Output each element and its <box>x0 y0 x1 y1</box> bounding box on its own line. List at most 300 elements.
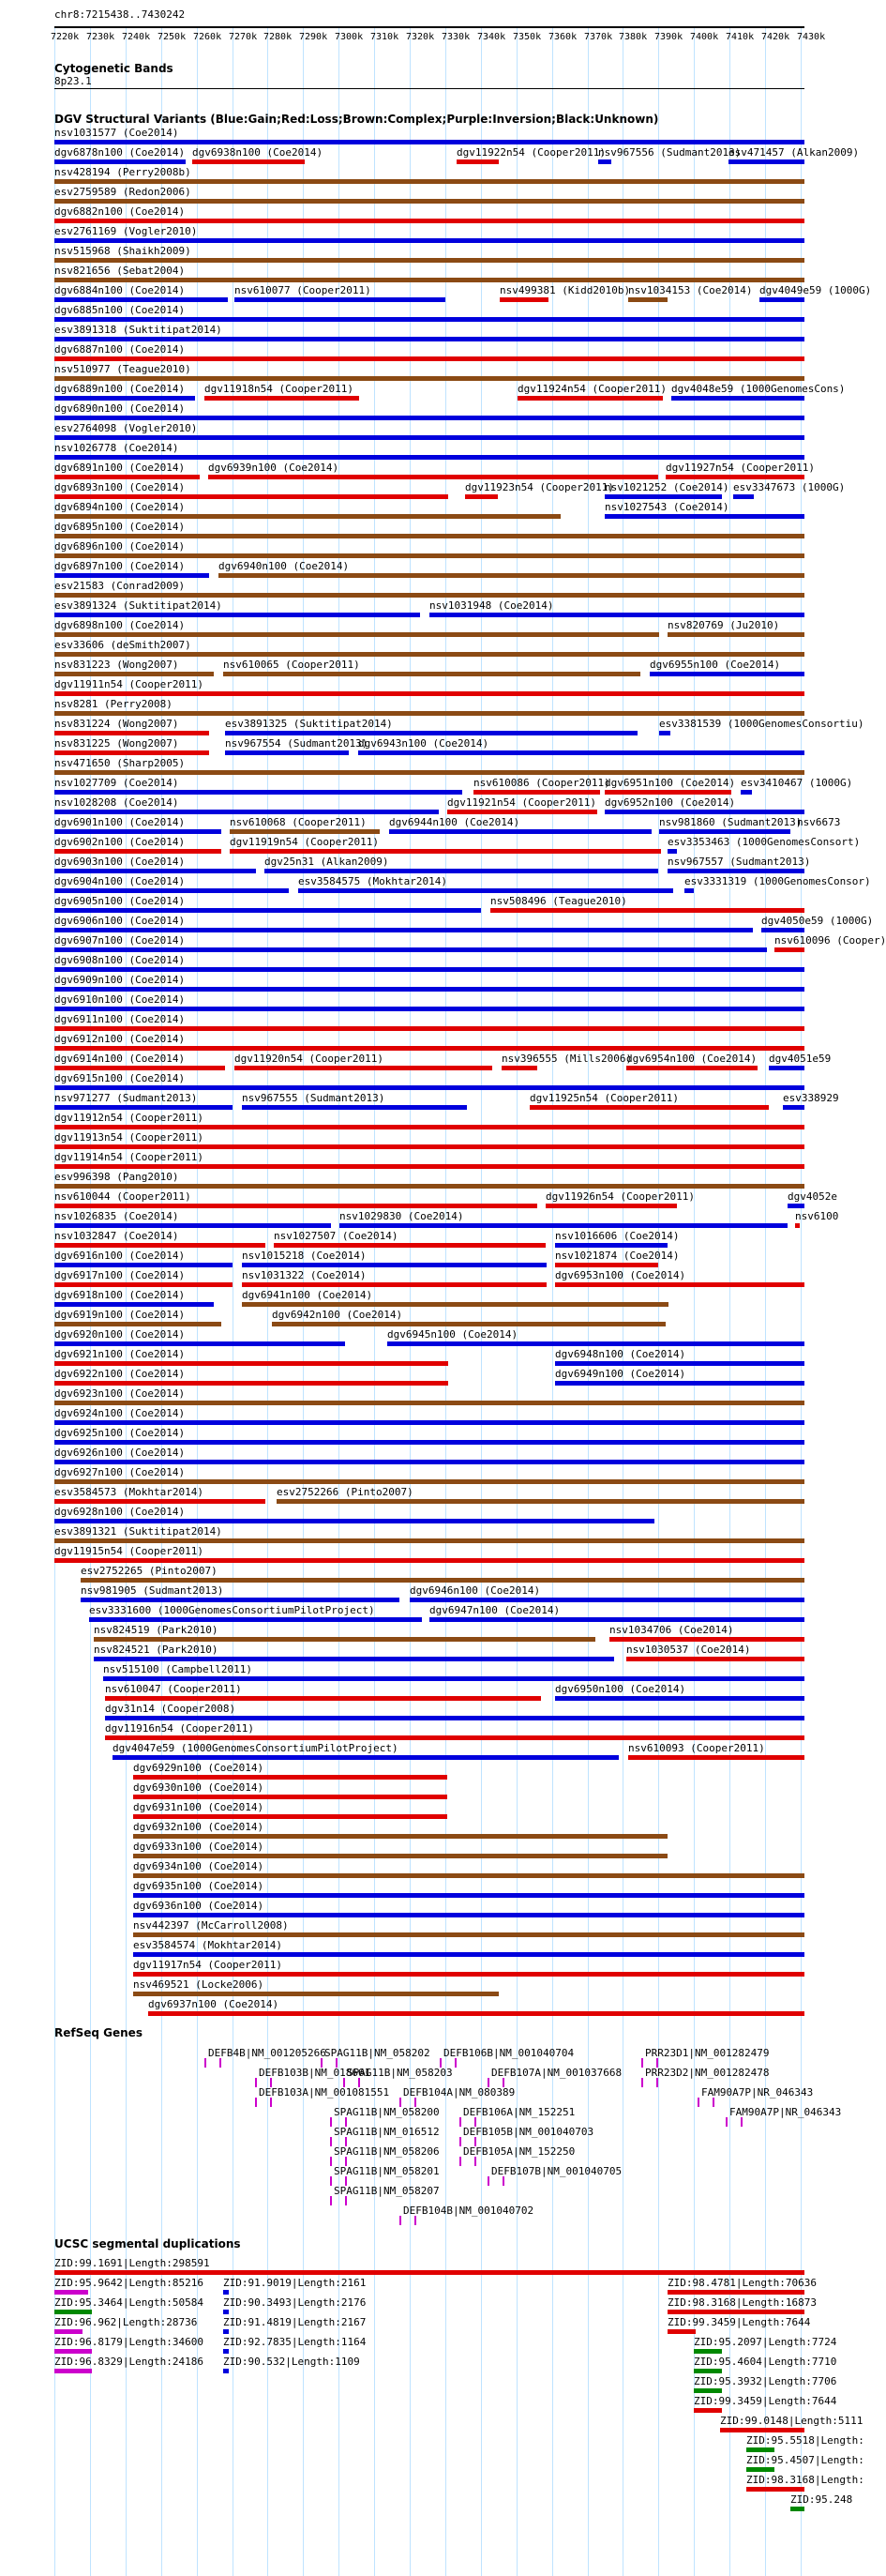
gene-label: SPAG11B|NM_058203 <box>347 2067 453 2079</box>
variant-bar[interactable] <box>54 829 221 834</box>
segdup-bar[interactable] <box>746 2467 774 2472</box>
variant-bar[interactable] <box>242 1263 547 1267</box>
variant-bar[interactable] <box>54 613 420 617</box>
variant-label: dgv6901n100 (Coe2014) <box>54 816 186 828</box>
variant-bar[interactable] <box>54 593 804 598</box>
segdup-label: ZID:96.962|Length:28736 <box>54 2316 198 2328</box>
variant-bar[interactable] <box>733 494 754 499</box>
variant-bar[interactable] <box>54 869 256 873</box>
variant-bar[interactable] <box>230 829 380 834</box>
variant-bar[interactable] <box>54 947 767 952</box>
variant-bar[interactable] <box>54 317 804 322</box>
variant-bar[interactable] <box>230 849 661 854</box>
variant-bar[interactable] <box>54 1361 448 1366</box>
variant-bar[interactable] <box>54 1499 265 1504</box>
variant-bar[interactable] <box>465 494 498 499</box>
variant-bar[interactable] <box>628 297 668 302</box>
segdup-bar[interactable] <box>746 2487 804 2492</box>
variant-label: dgv6951n100 (Coe2014) <box>605 777 736 789</box>
grid-line <box>801 28 802 2576</box>
variant-bar[interactable] <box>54 770 804 775</box>
variant-label: nsv8281 (Perry2008) <box>54 698 173 710</box>
variant-bar[interactable] <box>389 829 652 834</box>
variant-label: dgv6953n100 (Coe2014) <box>555 1269 686 1281</box>
variant-label: dgv6908n100 (Coe2014) <box>54 954 186 966</box>
variant-bar[interactable] <box>429 613 804 617</box>
variant-bar[interactable] <box>54 672 214 676</box>
variant-label: nsv1021874 (Coe2014) <box>555 1250 680 1262</box>
variant-bar[interactable] <box>133 1795 447 1799</box>
variant-label: nsv610044 (Cooper2011) <box>54 1190 191 1203</box>
variant-label: dgv6946n100 (Coe2014) <box>410 1584 541 1597</box>
segdup-bar[interactable] <box>223 2329 229 2334</box>
variant-label: dgv31n14 (Cooper2008) <box>105 1703 236 1715</box>
variant-label: nsv1026835 (Coe2014) <box>54 1210 179 1222</box>
variant-label: dgv6882n100 (Coe2014) <box>54 205 186 218</box>
variant-bar[interactable] <box>54 199 804 204</box>
gene-feature[interactable] <box>399 2216 416 2225</box>
variant-label: dgv6929n100 (Coe2014) <box>133 1762 264 1774</box>
variant-bar[interactable] <box>54 1538 804 1543</box>
variant-bar[interactable] <box>133 1932 804 1937</box>
ruler-tick-label: 7220k <box>51 32 80 42</box>
variant-label: nsv1021252 (Coe2014) <box>605 481 729 493</box>
variant-bar[interactable] <box>54 908 481 913</box>
variant-label: esv3331319 (1000GenomesConsor) <box>684 875 871 887</box>
variant-label: nsv967557 (Sudmant2013) <box>668 856 811 868</box>
variant-bar[interactable] <box>242 1105 467 1110</box>
variant-bar[interactable] <box>54 1440 804 1445</box>
variant-label: dgv6878n100 (Coe2014) <box>54 146 186 159</box>
variant-label: dgv11918n54 (Cooper2011) <box>204 383 353 395</box>
variant-bar[interactable] <box>783 1105 804 1110</box>
variant-bar[interactable] <box>659 731 670 735</box>
variant-bar[interactable] <box>204 396 359 401</box>
variant-label: dgv6919n100 (Coe2014) <box>54 1309 186 1321</box>
variant-bar[interactable] <box>274 1243 546 1248</box>
variant-bar[interactable] <box>54 750 209 755</box>
variant-label: dgv11913n54 (Cooper2011) <box>54 1131 203 1144</box>
variant-bar[interactable] <box>54 810 439 814</box>
variant-bar[interactable] <box>94 1637 595 1642</box>
variant-bar[interactable] <box>133 1775 447 1780</box>
variant-bar[interactable] <box>546 1204 677 1208</box>
segdup-label: ZID:95.9642|Length:85216 <box>54 2277 203 2289</box>
variant-bar[interactable] <box>54 928 753 932</box>
gene-label: SPAG11B|NM_058200 <box>334 2106 440 2118</box>
gene-label: DEFB105B|NM_001040703 <box>463 2126 594 2138</box>
variant-bar[interactable] <box>473 790 600 795</box>
variant-bar[interactable] <box>54 219 804 223</box>
variant-bar[interactable] <box>54 1479 804 1484</box>
variant-bar[interactable] <box>54 159 186 164</box>
variant-bar[interactable] <box>264 869 658 873</box>
variant-label: dgv6948n100 (Coe2014) <box>555 1348 686 1360</box>
ruler-tick-label: 7280k <box>263 32 293 42</box>
variant-label: dgv6917n100 (Coe2014) <box>54 1269 186 1281</box>
ruler-tick-label: 7310k <box>370 32 399 42</box>
variant-bar[interactable] <box>133 1972 804 1977</box>
segdup-bar[interactable] <box>54 2329 83 2334</box>
variant-bar[interactable] <box>788 1204 804 1208</box>
variant-bar[interactable] <box>54 1302 214 1307</box>
segdup-bar[interactable] <box>223 2290 229 2295</box>
variant-bar[interactable] <box>728 159 804 164</box>
variant-label: dgv11916n54 (Cooper2011) <box>105 1722 254 1735</box>
variant-bar[interactable] <box>133 1893 804 1898</box>
variant-bar[interactable] <box>54 455 804 460</box>
variant-bar[interactable] <box>741 790 752 795</box>
variant-bar[interactable] <box>81 1598 399 1602</box>
variant-bar[interactable] <box>759 297 804 302</box>
variant-bar[interactable] <box>54 1460 804 1464</box>
variant-bar[interactable] <box>54 376 804 381</box>
variant-bar[interactable] <box>54 573 209 578</box>
variant-bar[interactable] <box>457 159 499 164</box>
variant-bar[interactable] <box>605 494 722 499</box>
cytoband-divider <box>54 88 804 89</box>
variant-label: nsv610065 (Cooper2011) <box>223 659 360 671</box>
gene-label: DEFB104A|NM_080389 <box>403 2086 516 2099</box>
variant-label: dgv4052e <box>788 1190 837 1203</box>
variant-bar[interactable] <box>54 356 804 361</box>
variant-bar[interactable] <box>54 691 804 696</box>
variant-bar[interactable] <box>81 1578 804 1583</box>
variant-bar[interactable] <box>133 1992 499 1996</box>
variant-label: dgv6895n100 (Coe2014) <box>54 521 186 533</box>
variant-bar[interactable] <box>54 553 804 558</box>
segdup-label: ZID:99.3459|Length:7644 <box>668 2316 811 2328</box>
ruler-tick-label: 7390k <box>654 32 683 42</box>
variant-label: nsv967555 (Sudmant2013) <box>242 1092 385 1104</box>
segdup-bar[interactable] <box>668 2329 696 2334</box>
variant-label: dgv6937n100 (Coe2014) <box>148 1998 279 2010</box>
variant-label: nsv1031322 (Coe2014) <box>242 1269 367 1281</box>
segdup-bar[interactable] <box>694 2388 722 2393</box>
segdup-bar[interactable] <box>790 2507 804 2511</box>
variant-bar[interactable] <box>54 278 804 282</box>
segdup-bar[interactable] <box>720 2428 804 2432</box>
variant-label: dgv6905n100 (Coe2014) <box>54 895 186 907</box>
ruler-axis <box>54 26 804 28</box>
variant-bar[interactable] <box>94 1657 614 1661</box>
variant-label: nsv610047 (Cooper2011) <box>105 1683 242 1695</box>
gene-label: PRR23D2|NM_001282478 <box>645 2067 770 2079</box>
variant-bar[interactable] <box>555 1381 804 1386</box>
variant-bar[interactable] <box>358 750 804 755</box>
variant-bar[interactable] <box>761 928 804 932</box>
variant-label: nsv515968 (Shaikh2009) <box>54 245 191 257</box>
variant-bar[interactable] <box>555 1696 804 1701</box>
variant-bar[interactable] <box>628 1755 804 1760</box>
variant-label: dgv6945n100 (Coe2014) <box>387 1328 518 1341</box>
variant-bar[interactable] <box>133 1814 447 1819</box>
ruler-tick-label: 7370k <box>584 32 613 42</box>
ruler-tick-label: 7270k <box>229 32 258 42</box>
gene-feature[interactable] <box>726 2117 743 2127</box>
variant-bar[interactable] <box>148 2011 804 2016</box>
segdup-bar[interactable] <box>746 2447 774 2452</box>
variant-bar[interactable] <box>54 1322 221 1326</box>
variant-bar[interactable] <box>192 159 305 164</box>
variant-bar[interactable] <box>54 1282 233 1287</box>
variant-bar[interactable] <box>54 790 462 795</box>
variant-label: nsv831223 (Wong2007) <box>54 659 179 671</box>
gene-feature[interactable] <box>641 2078 658 2087</box>
variant-bar[interactable] <box>666 475 804 479</box>
variant-bar[interactable] <box>54 731 209 735</box>
variant-bar[interactable] <box>133 1913 804 1917</box>
variant-bar[interactable] <box>133 1952 804 1957</box>
variant-label: nsv1031948 (Coe2014) <box>429 599 554 612</box>
segdup-bar[interactable] <box>668 2310 804 2314</box>
variant-bar[interactable] <box>54 652 804 657</box>
variant-label: dgv6915n100 (Coe2014) <box>54 1072 186 1084</box>
variant-label: dgv11927n54 (Cooper2011) <box>666 462 815 474</box>
segdup-label: ZID:95.3464|Length:50584 <box>54 2296 203 2309</box>
variant-bar[interactable] <box>54 632 659 637</box>
variant-bar[interactable] <box>387 1341 804 1346</box>
variant-bar[interactable] <box>626 1066 758 1070</box>
variant-label: dgv4050e59 (1000G) <box>761 915 874 927</box>
variant-bar[interactable] <box>54 435 804 440</box>
variant-label: dgv6884n100 (Coe2014) <box>54 284 186 296</box>
variant-label: esv3891318 (Suktitipat2014) <box>54 324 222 336</box>
variant-bar[interactable] <box>54 1007 804 1011</box>
region-coordinates: chr8:7215438..7430242 <box>54 8 186 21</box>
segdup-bar[interactable] <box>694 2408 722 2413</box>
variant-bar[interactable] <box>223 672 640 676</box>
variant-bar[interactable] <box>555 1282 804 1287</box>
variant-label: dgv6934n100 (Coe2014) <box>133 1860 264 1872</box>
variant-label: nsv821656 (Sebat2004) <box>54 265 186 277</box>
ruler-tick-label: 7350k <box>513 32 542 42</box>
variant-label: esv471457 (Alkan2009) <box>728 146 860 159</box>
variant-label: dgv6932n100 (Coe2014) <box>133 1821 264 1833</box>
ruler-tick-label: 7260k <box>193 32 222 42</box>
variant-label: dgv6903n100 (Coe2014) <box>54 856 186 868</box>
variant-bar[interactable] <box>272 1322 666 1326</box>
variant-bar[interactable] <box>225 731 638 735</box>
variant-bar[interactable] <box>555 1243 668 1248</box>
variant-label: dgv25n31 (Alkan2009) <box>264 856 389 868</box>
variant-bar[interactable] <box>54 258 804 263</box>
variant-bar[interactable] <box>769 1066 804 1070</box>
variant-bar[interactable] <box>54 987 804 992</box>
ruler-tick-label: 7400k <box>690 32 719 42</box>
variant-bar[interactable] <box>54 1144 804 1149</box>
variant-bar[interactable] <box>500 297 548 302</box>
variant-bar[interactable] <box>234 297 445 302</box>
variant-label: nsv1015218 (Coe2014) <box>242 1250 367 1262</box>
variant-bar[interactable] <box>54 475 200 479</box>
variant-bar[interactable] <box>518 396 663 401</box>
segdup-bar[interactable] <box>54 2310 92 2314</box>
cytoband-title: Cytogenetic Bands <box>54 62 173 75</box>
variant-bar[interactable] <box>54 140 804 144</box>
variant-bar[interactable] <box>54 888 289 893</box>
variant-bar[interactable] <box>54 1420 804 1425</box>
segdup-label: ZID:95.248 <box>790 2493 853 2506</box>
variant-bar[interactable] <box>89 1617 422 1622</box>
variant-bar[interactable] <box>218 573 804 578</box>
variant-bar[interactable] <box>54 416 804 420</box>
variant-bar[interactable] <box>605 790 731 795</box>
variant-label: esv2759589 (Redon2006) <box>54 186 191 198</box>
variant-bar[interactable] <box>54 1066 225 1070</box>
variant-bar[interactable] <box>54 1401 804 1405</box>
gene-feature[interactable] <box>488 2176 504 2186</box>
variant-bar[interactable] <box>447 810 597 814</box>
variant-bar[interactable] <box>555 1361 804 1366</box>
variant-bar[interactable] <box>54 1263 233 1267</box>
segdup-bar[interactable] <box>694 2349 722 2354</box>
variant-label: dgv6891n100 (Coe2014) <box>54 462 186 474</box>
variant-bar[interactable] <box>54 1125 804 1129</box>
variant-bar[interactable] <box>54 1381 448 1386</box>
variant-label: nsv396555 (Mills2006) <box>502 1053 633 1065</box>
variant-bar[interactable] <box>555 1263 658 1267</box>
gene-feature[interactable] <box>330 2196 347 2205</box>
variant-bar[interactable] <box>609 1637 804 1642</box>
variant-label: esv2752266 (Pinto2007) <box>277 1486 413 1498</box>
segdup-label: ZID:91.9019|Length:2161 <box>223 2277 367 2289</box>
variant-label: dgv6909n100 (Coe2014) <box>54 974 186 986</box>
variant-bar[interactable] <box>490 908 804 913</box>
variant-bar[interactable] <box>242 1282 547 1287</box>
variant-label: esv33606 (deSmith2007) <box>54 639 191 651</box>
variant-bar[interactable] <box>54 1105 233 1110</box>
variant-label: dgv6955n100 (Coe2014) <box>650 659 781 671</box>
variant-bar[interactable] <box>54 1085 804 1090</box>
variant-label: dgv6904n100 (Coe2014) <box>54 875 186 887</box>
variant-label: nsv1029830 (Coe2014) <box>339 1210 464 1222</box>
variant-bar[interactable] <box>659 829 790 834</box>
variant-label: dgv6940n100 (Coe2014) <box>218 560 350 572</box>
ruler-tick-label: 7300k <box>335 32 364 42</box>
variant-bar[interactable] <box>598 159 611 164</box>
variant-bar[interactable] <box>54 534 804 538</box>
variant-label: esv2752265 (Pinto2007) <box>81 1565 218 1577</box>
variant-bar[interactable] <box>54 494 448 499</box>
segdup-bar[interactable] <box>223 2310 229 2314</box>
segdup-label: ZID:99.0148|Length:5111 <box>720 2415 863 2427</box>
variant-bar[interactable] <box>54 238 804 243</box>
segdup-bar[interactable] <box>694 2369 722 2373</box>
variant-bar[interactable] <box>54 1204 537 1208</box>
variant-bar[interactable] <box>650 672 804 676</box>
variant-bar[interactable] <box>54 849 221 854</box>
variant-bar[interactable] <box>684 888 694 893</box>
variant-label: esv3584573 (Mokhtar2014) <box>54 1486 203 1498</box>
variant-label: dgv11926n54 (Cooper2011) <box>546 1190 695 1203</box>
variant-label: dgv6926n100 (Coe2014) <box>54 1447 186 1459</box>
variant-bar[interactable] <box>774 947 804 952</box>
segdup-bar[interactable] <box>668 2290 804 2295</box>
segdup-label: ZID:98.4781|Length:70636 <box>668 2277 817 2289</box>
variant-label: esv3891321 (Suktitipat2014) <box>54 1525 222 1538</box>
variant-bar[interactable] <box>54 1341 345 1346</box>
variant-bar[interactable] <box>105 1696 541 1701</box>
variant-bar[interactable] <box>103 1676 804 1681</box>
grid-line <box>729 28 730 2576</box>
segdup-bar[interactable] <box>223 2369 229 2373</box>
variant-bar[interactable] <box>54 711 804 716</box>
variant-bar[interactable] <box>54 179 804 184</box>
variant-label: dgv6941n100 (Coe2014) <box>242 1289 373 1301</box>
variant-bar[interactable] <box>54 1223 331 1228</box>
variant-bar[interactable] <box>133 1834 668 1839</box>
variant-bar[interactable] <box>54 1184 804 1189</box>
variant-bar[interactable] <box>530 1105 769 1110</box>
variant-bar[interactable] <box>225 750 349 755</box>
variant-bar[interactable] <box>54 967 804 972</box>
variant-label: nsv1027507 (Coe2014) <box>274 1230 398 1242</box>
variant-bar[interactable] <box>668 632 804 637</box>
variant-bar[interactable] <box>54 1558 804 1563</box>
segdup-bar[interactable] <box>54 2349 92 2354</box>
gene-feature[interactable] <box>459 2157 476 2166</box>
gene-feature[interactable] <box>255 2098 272 2107</box>
variant-bar[interactable] <box>54 1164 804 1169</box>
variant-bar[interactable] <box>54 1243 265 1248</box>
variant-bar[interactable] <box>133 1854 668 1858</box>
segdup-bar[interactable] <box>54 2270 804 2275</box>
variant-bar[interactable] <box>54 1046 804 1051</box>
variant-bar[interactable] <box>277 1499 804 1504</box>
variant-bar[interactable] <box>605 514 804 519</box>
variant-bar[interactable] <box>671 396 804 401</box>
variant-label: dgv6894n100 (Coe2014) <box>54 501 186 513</box>
variant-bar[interactable] <box>298 888 673 893</box>
variant-bar[interactable] <box>54 1519 654 1523</box>
variant-bar[interactable] <box>54 514 561 519</box>
variant-bar[interactable] <box>54 396 195 401</box>
variant-bar[interactable] <box>242 1302 668 1307</box>
variant-bar[interactable] <box>339 1223 788 1228</box>
variant-bar[interactable] <box>105 1735 804 1740</box>
variant-bar[interactable] <box>668 869 804 873</box>
variant-label: dgv6928n100 (Coe2014) <box>54 1506 186 1518</box>
variant-label: dgv6927n100 (Coe2014) <box>54 1466 186 1478</box>
variant-bar[interactable] <box>410 1598 804 1602</box>
variant-bar[interactable] <box>668 849 677 854</box>
variant-bar[interactable] <box>208 475 658 479</box>
segdup-bar[interactable] <box>223 2349 229 2354</box>
variant-bar[interactable] <box>795 1223 800 1228</box>
variant-label: nsv610086 (Cooper2011) <box>473 777 610 789</box>
variant-bar[interactable] <box>429 1617 804 1622</box>
variant-label: esv3410467 (1000G) <box>741 777 853 789</box>
variant-label: dgv6935n100 (Coe2014) <box>133 1880 264 1892</box>
ruler-tick-label: 7320k <box>406 32 435 42</box>
segdup-bar[interactable] <box>54 2290 88 2295</box>
variant-bar[interactable] <box>54 1026 804 1031</box>
variant-bar[interactable] <box>502 1066 537 1070</box>
gene-label: DEFB106B|NM_001040704 <box>443 2047 575 2059</box>
segdup-bar[interactable] <box>54 2369 92 2373</box>
variant-bar[interactable] <box>54 337 804 341</box>
variant-bar[interactable] <box>54 297 228 302</box>
variant-bar[interactable] <box>113 1755 619 1760</box>
variant-bar[interactable] <box>605 810 804 814</box>
variant-bar[interactable] <box>105 1716 804 1720</box>
gene-feature[interactable] <box>204 2058 221 2068</box>
variant-bar[interactable] <box>133 1873 804 1878</box>
variant-bar[interactable] <box>234 1066 492 1070</box>
variant-bar[interactable] <box>626 1657 804 1661</box>
gene-feature[interactable] <box>698 2098 714 2107</box>
